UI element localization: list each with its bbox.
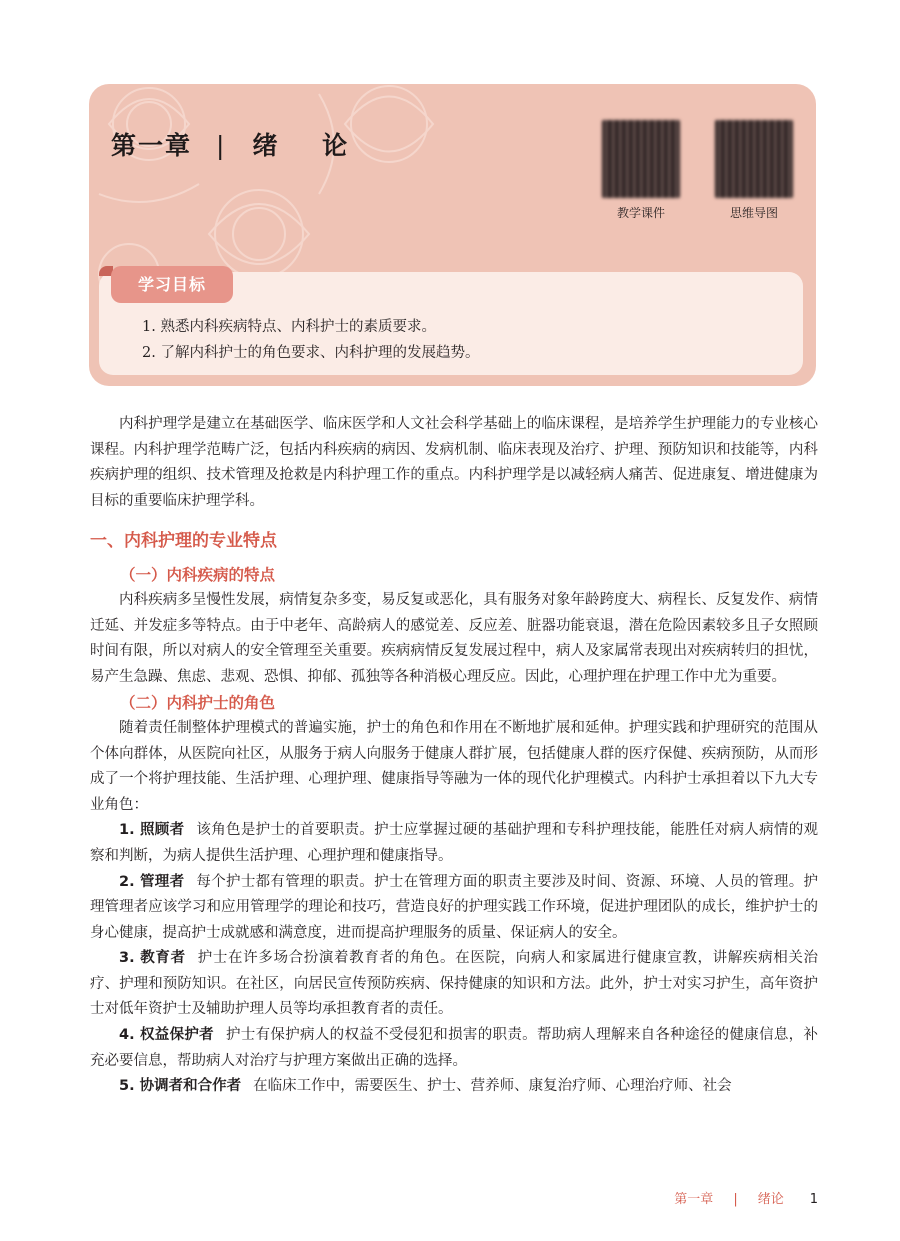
disease-features-paragraph: 内科疾病多呈慢性发展，病情复杂多变，易反复或恶化，具有服务对象年龄跨度大、病程长、反复发作、病情迁延、并发症多等特点。由于中老年、高龄病人的感觉差、反应差、脏器功能衰退，潜在危险因素较多且子女照顾时间有限，所以对病人的安全管理至关重要。疾病病情反复发展过程中，病人及家属常表现出对疾病转归的担忧，易产生急躁、焦虑、悲观、恐惧、抑郁、孤独等各种消极心理反应。因此，心理护理在护理工作中尤为重要。	[90, 591, 818, 685]
role-text: 在临床工作中，需要医生、护士、营养师、康复治疗师、心理治疗师、社会	[253, 1078, 732, 1095]
chapter-banner	[89, 84, 816, 386]
objective-item: 2. 了解内科护士的角色要求、内科护理的发展趋势。	[142, 345, 480, 361]
page-number: 1	[809, 1192, 818, 1207]
main-content	[90, 412, 818, 1100]
chapter-name: 绪 论	[252, 131, 366, 160]
chapter-title	[111, 126, 365, 162]
learning-objectives-title: 学习目标	[111, 266, 233, 303]
qr-courseware[interactable]	[602, 120, 680, 220]
role-paragraph	[90, 1074, 818, 1100]
footer-separator: |	[733, 1192, 738, 1207]
nurse-role-paragraph: 随着责任制整体护理模式的普遍实施，护士的角色和作用在不断地扩展和延伸。护理实践和护理研究的范围从个体向群体，从医院向社区，从服务于病人向服务于健康人群扩展，包括健康人群的医疗保健、疾病预防，从而形成了一个将护理技能、生活护理、心理护理、健康指导等融为一体的现代化护理模式。内科护士承担着以下九大专业角色：	[90, 719, 818, 813]
chapter-label: 第一章	[111, 131, 193, 160]
role-label: 1. 照顾者	[119, 822, 185, 839]
role-paragraph	[90, 818, 818, 869]
role-label: 4. 权益保护者	[119, 1027, 214, 1044]
qr-code-image[interactable]	[602, 120, 680, 198]
role-text: 每个护士都有管理的职责。护士在管理方面的职责主要涉及时间、资源、环境、人员的管理。护理管理者应该学习和应用管理学的理论和技巧，营造良好的护理实践工作环境，促进护理团队的成长，维护护士的身心健康，提高护士成就感和满意度，进而提高护理服务的质量、保证病人的安全。	[90, 873, 818, 941]
qr-courseware-label: 教学课件	[616, 206, 665, 220]
role-text: 护士有保护病人的权益不受侵犯和损害的职责。帮助病人理解来自各种途径的健康信息，补充必要信息，帮助病人对治疗与护理方案做出正确的选择。	[90, 1027, 818, 1069]
qr-mindmap-label: 思维导图	[729, 206, 778, 220]
objective-item: 1. 熟悉内科疾病特点、内科护士的素质要求。	[142, 319, 436, 335]
qr-mindmap[interactable]	[715, 120, 793, 220]
qr-code-image[interactable]	[715, 120, 793, 198]
chapter-separator: |	[216, 131, 227, 160]
role-label: 3. 教育者	[119, 950, 186, 967]
footer-chapter: 第一章	[674, 1192, 714, 1207]
role-paragraph	[90, 1023, 818, 1074]
section-heading: 一、内科护理的专业特点	[90, 531, 277, 552]
role-label: 5. 协调者和合作者	[119, 1078, 242, 1095]
footer-chapter-name: 绪论	[757, 1192, 784, 1207]
role-paragraph	[90, 946, 818, 1023]
role-text: 该角色是护士的首要职责。护士应掌握过硬的基础护理和专科护理技能，能胜任对病人病情的观察和判断，为病人提供生活护理、心理护理和健康指导。	[90, 822, 818, 864]
role-label: 2. 管理者	[119, 873, 185, 890]
subsection-heading: （二）内科护士的角色	[120, 693, 276, 713]
learning-objectives-list	[142, 314, 479, 366]
role-text: 护士在许多场合扮演着教育者的角色。在医院，向病人和家属进行健康宣教，讲解疾病相关治疗、护理和预防知识。在社区，向居民宣传预防疾病、保持健康的知识和方法。此外，护士对实习护生，高年资护士对低年资护士及辅助护理人员等均承担教育者的责任。	[90, 950, 818, 1018]
page-footer	[674, 1188, 818, 1207]
role-paragraph	[90, 870, 818, 947]
subsection-heading: （一）内科疾病的特点	[120, 565, 276, 585]
intro-paragraph: 内科护理学是建立在基础医学、临床医学和人文社会科学基础上的临床课程，是培养学生护理能力的专业核心课程。内科护理学范畴广泛，包括内科疾病的病因、发病机制、临床表现及治疗、护理、预防知识和技能等，内科疾病护理的组织、技术管理及抢救是内科护理工作的重点。内科护理学是以减轻病人痛苦、促进康复、增进健康为目标的重要临床护理学科。	[90, 416, 818, 509]
